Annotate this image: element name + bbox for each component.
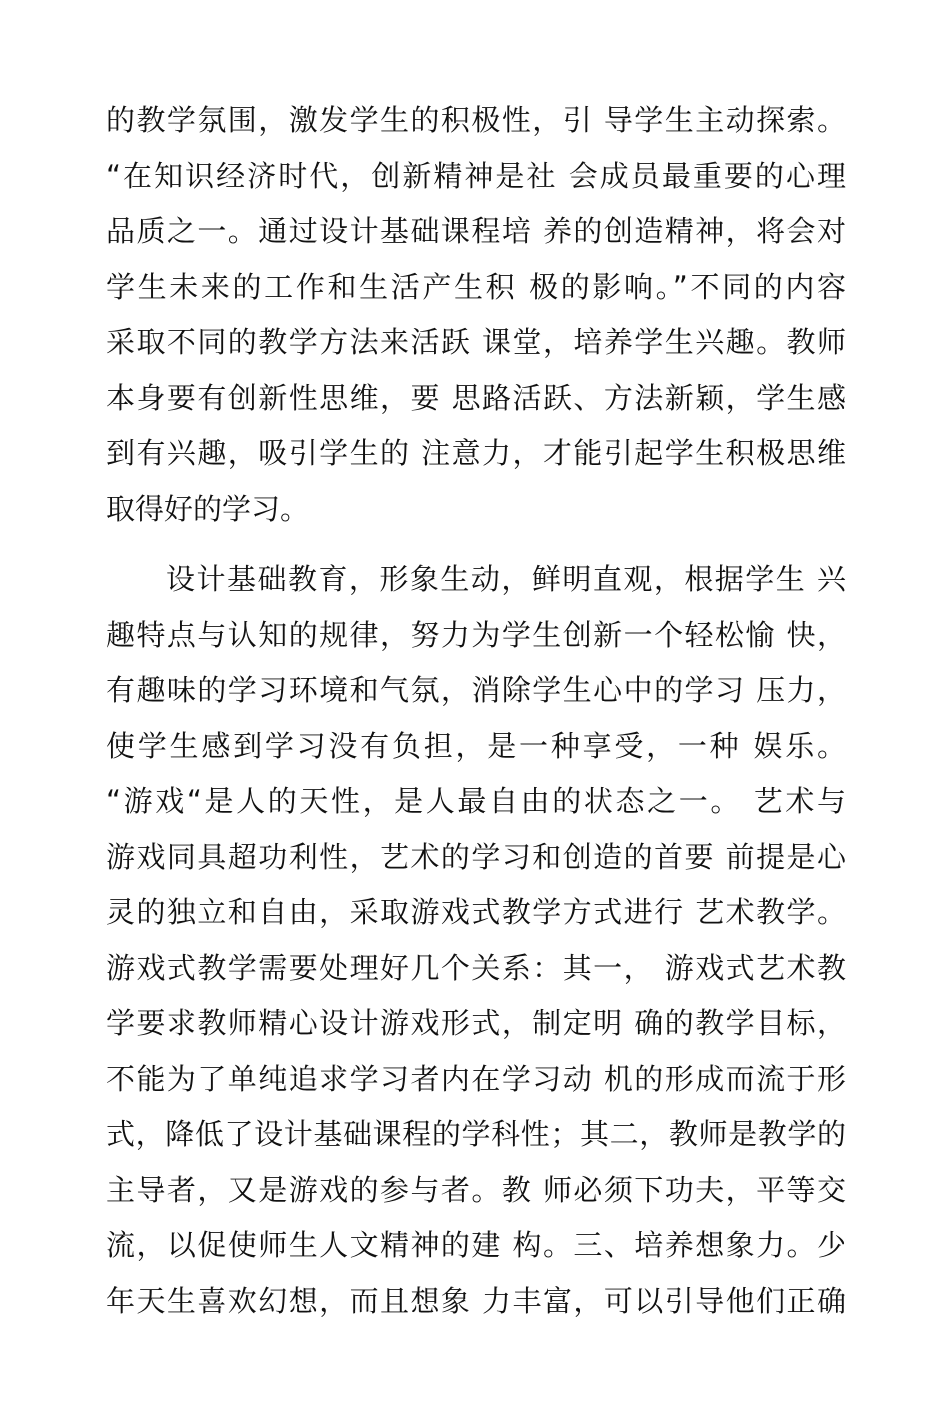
- body-text: [106, 93, 846, 1329]
- text-line: 学要求教师精心设计游戏形式，制定明 确的教学目标，: [106, 1006, 846, 1040]
- text-line: 不能为了单纯追求学习者内在学习动 机的形成而流于形: [106, 1061, 846, 1096]
- text-line: 本身要有创新性思维，要 思路活跃、方法新颖，学生感: [106, 380, 846, 415]
- text-line: 的教学氛围，激发学生的积极性，引 导学生主动探索。: [106, 103, 846, 137]
- text-line: 游戏同具超功利性，艺术的学习和创造的首要 前提是心: [106, 839, 846, 874]
- text-line: 到有兴趣，吸引学生的 注意力，才能引起学生积极思维: [106, 436, 846, 470]
- text-line: 流，以促使师生人文精神的建 构。三、培养想象力。少: [106, 1228, 846, 1262]
- text-line: 年天生喜欢幻想，而且想象 力丰富，可以引导他们正确: [106, 1283, 846, 1318]
- text-line: 品质之一。通过设计基础课程培 养的创造精神，将会对: [106, 214, 846, 248]
- text-line: 主导者，又是游戏的参与者。教 师必须下功夫，平等交: [106, 1172, 846, 1207]
- text-line: 取得好的学习。: [106, 491, 310, 526]
- text-line: 趣特点与认知的规律，努力为学生创新一个轻松愉 快，: [106, 617, 846, 652]
- text-line: “在知识经济时代，创新精神是社 会成员最重要的心理: [106, 158, 846, 193]
- text-line: 采取不同的教学方法来活跃 课堂，培养学生兴趣。教师: [106, 325, 846, 359]
- text-line: 游戏式教学需要处理好几个关系：其一， 游戏式艺术教: [106, 950, 846, 985]
- text-line: 使学生感到学习没有负担，是一种享受，一种 娱乐。: [106, 728, 846, 763]
- text-line: 学生未来的工作和生活产生积 极的影响。”不同的内容: [106, 269, 846, 304]
- paragraph-1: [106, 93, 846, 537]
- text-line: “游戏“是人的天性，是人最自由的状态之一。 艺术与: [106, 784, 846, 818]
- text-line: 灵的独立和自由，采取游戏式教学方式进行 艺术教学。: [106, 895, 846, 929]
- paragraph-2: [106, 552, 846, 1329]
- text-line: 有趣味的学习环境和气氛，消除学生心中的学习 压力，: [106, 673, 846, 707]
- text-line: 式，降低了设计基础课程的学科性；其二，教师是教学的: [106, 1117, 846, 1151]
- text-line: 设计基础教育，形象生动，鲜明直观，根据学生 兴: [166, 562, 846, 596]
- paragraph-gap: [106, 537, 846, 552]
